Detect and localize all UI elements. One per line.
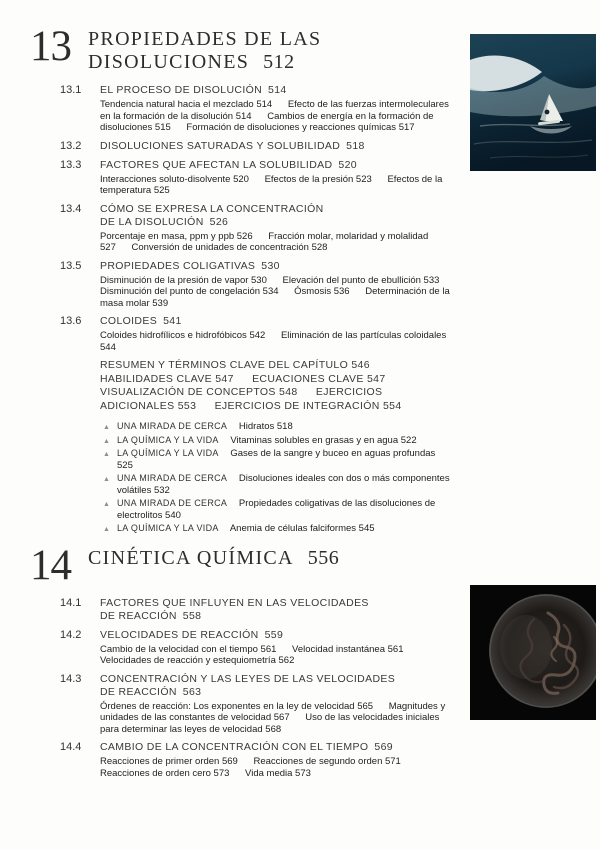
section-page-number: 518	[346, 139, 365, 152]
subtopic-entry: Interacciones soluto-disolvente 520	[100, 173, 249, 185]
subtopic-entry: Conversión de unidades de concentración 528	[131, 242, 328, 253]
subtopic-entry: Efectos de la temperatura 525	[100, 173, 443, 196]
section-title	[100, 741, 430, 754]
subtopic-entry: Porcentaje en masa, ppm y ppb 526	[100, 230, 253, 242]
subtopic-entry: Efectos de la presión 523	[264, 173, 372, 185]
end-matter-entry: HABILIDADES CLAVE 547	[100, 372, 234, 385]
section-subtopics	[100, 756, 458, 779]
section-number: 13.6	[60, 315, 82, 327]
section-number: 13.4	[60, 202, 82, 215]
section-page-number: 563	[182, 685, 202, 698]
subtopic-entry: Disminución de la presión de vapor 530	[100, 274, 267, 286]
chapter-end-matter	[100, 359, 456, 413]
toc-section	[60, 315, 460, 353]
end-matter-entry: EJERCICIOS ADICIONALES 553	[100, 386, 383, 412]
subtopic-entry: Reacciones de segundo orden 571	[253, 756, 401, 767]
section-number: 13.2	[60, 139, 82, 152]
chapter-13-photo-windsurfer	[470, 34, 596, 171]
feature-label: UNA MIRADA DE CERCA	[117, 473, 228, 483]
chapter-13-contents	[60, 84, 460, 535]
section-number: 14.1	[60, 596, 82, 609]
subtopic-entry: Velocidad instantánea 561	[292, 643, 404, 655]
section-number: 14.4	[60, 741, 82, 753]
subtopic-entry: Reacciones de orden cero 573	[100, 767, 230, 779]
feature-label: UNA MIRADA DE CERCA	[117, 498, 228, 508]
section-title-text: VELOCIDADES DE REACCIÓN	[100, 628, 259, 641]
section-title-text: FACTORES QUE AFECTAN LA SOLUBILIDAD	[100, 158, 333, 171]
section-page-number: 514	[268, 84, 287, 96]
section-subtopics	[100, 644, 458, 667]
end-matter-entry: ECUACIONES CLAVE 547	[252, 372, 386, 385]
chapter-page-number: 556	[307, 546, 340, 569]
section-page-number: 559	[264, 628, 284, 641]
subtopic-entry: Velocidades de reacción y estequiometría 562	[100, 655, 295, 666]
chapter-number: 14	[30, 541, 71, 589]
toc-section	[60, 203, 460, 254]
section-subtopics	[100, 231, 458, 254]
subtopic-entry: Uso de las velocidades iniciales para determinar las leyes de velocidad 568	[100, 712, 440, 735]
chapter-title-text: PROPIEDADES DE LAS DISOLUCIONES	[88, 28, 322, 73]
section-title-text: DISOLUCIONES SATURADAS Y SOLUBILIDAD	[100, 139, 341, 152]
section-subtopics	[100, 275, 458, 310]
feature-title: Anemia de células falciformes 545	[229, 523, 375, 534]
section-title-text: EL PROCESO DE DISOLUCIÓN	[100, 84, 263, 96]
section-title-text: COLOIDES	[100, 315, 158, 327]
section-page-number: 569	[374, 741, 393, 753]
toc-section	[60, 673, 460, 736]
feature-label: LA QUÍMICA Y LA VIDA	[117, 448, 219, 458]
subtopic-entry: Coloides hidrofílicos e hidrofóbicos 542	[100, 330, 266, 341]
section-number: 13.5	[60, 259, 82, 272]
toc-section	[60, 140, 460, 153]
end-matter-entry: EJERCICIOS DE INTEGRACIÓN 554	[214, 399, 402, 412]
chapter-14-heading	[30, 541, 600, 589]
section-title-text: CÓMO SE EXPRESA LA CONCENTRACIÓN	[100, 202, 324, 215]
subtopic-entry: Determinación de la masa molar 539	[100, 286, 450, 309]
section-title	[100, 673, 430, 699]
feature-entry	[103, 421, 453, 433]
feature-title: Propiedades coligativas de las disoluciones de electrolitos 540	[117, 498, 436, 521]
feature-entry	[103, 435, 453, 447]
subtopic-entry: Efecto de las fuerzas intermoleculares en la formación de la disolución 514	[100, 99, 449, 122]
section-page-number: 541	[163, 315, 182, 327]
feature-entry	[103, 473, 453, 496]
end-matter-entry: VISUALIZACIÓN DE CONCEPTOS 548	[100, 386, 298, 398]
subtopic-entry: Fracción molar, molaridad y molalidad 527	[100, 230, 429, 253]
subtopic-entry: Órdenes de reacción: Los exponentes en la ley de velocidad 565	[100, 700, 374, 712]
toc-section	[60, 260, 460, 310]
section-title-text-line2: DE LA DISOLUCIÓN	[100, 215, 204, 228]
triangle-icon: ▲	[103, 451, 110, 458]
feature-title: Gases de la sangre y buceo en aguas profundas 525	[117, 448, 436, 471]
section-number: 14.3	[60, 672, 82, 685]
triangle-icon: ▲	[103, 526, 110, 533]
section-subtopics	[100, 701, 458, 736]
section-page-number: 526	[209, 215, 229, 228]
section-title-text: CONCENTRACIÓN Y LAS LEYES DE LAS VELOCIDADES	[100, 672, 396, 685]
toc-section	[60, 159, 460, 197]
subtopic-entry: Magnitudes y unidades de las constantes de velocidad 567	[100, 700, 446, 723]
section-title-text: PROPIEDADES COLIGATIVAS	[100, 259, 256, 272]
section-number: 14.2	[60, 628, 82, 641]
chapter-number: 13	[30, 23, 71, 70]
subtopic-entry: Tendencia natural hacia el mezclado 514	[100, 99, 273, 110]
toc-section	[60, 84, 460, 134]
section-subtopics	[100, 174, 458, 197]
subtopic-entry: Disminución del punto de congelación 534	[100, 286, 279, 297]
section-title-text: FACTORES QUE INFLUYEN EN LAS VELOCIDADES	[100, 596, 369, 609]
triangle-icon: ▲	[103, 437, 110, 445]
toc-section	[60, 629, 460, 667]
feature-label: LA QUÍMICA Y LA VIDA	[117, 434, 219, 445]
section-page-number: 520	[338, 158, 357, 171]
section-title	[100, 597, 430, 623]
feature-title: Hidratos 518	[238, 421, 293, 432]
section-page-number: 558	[182, 609, 202, 622]
section-subtopics	[100, 99, 458, 134]
section-title	[100, 260, 430, 273]
section-title	[100, 315, 430, 328]
feature-entry	[103, 498, 453, 521]
chapter-page-number: 512	[263, 51, 295, 73]
triangle-icon: ▲	[103, 501, 110, 508]
chapter-features	[103, 421, 460, 535]
section-title	[100, 140, 430, 153]
section-title	[100, 629, 430, 642]
triangle-icon: ▲	[103, 424, 110, 431]
section-page-number: 530	[261, 259, 280, 272]
toc-section	[60, 741, 460, 779]
subtopic-entry: Formación de disoluciones y reacciones químicas 517	[186, 122, 415, 133]
section-title	[100, 159, 430, 172]
subtopic-entry: Vida media 573	[245, 767, 311, 779]
section-number: 13.1	[60, 84, 82, 96]
feature-title: Vitaminas solubles en grasas y en agua 522	[230, 434, 417, 446]
toc-section	[60, 597, 460, 623]
chapter-title	[88, 545, 339, 570]
subtopic-entry: Elevación del punto de ebullición 533	[282, 274, 440, 286]
section-number: 13.3	[60, 158, 82, 171]
subtopic-entry: Eliminación de las partículas coloidales 544	[100, 330, 447, 353]
section-title	[100, 203, 430, 229]
subtopic-entry: Cambio de la velocidad con el tiempo 561	[100, 643, 277, 655]
chapter-14-contents	[60, 597, 460, 780]
subtopic-entry: Reacciones de primer orden 569	[100, 756, 238, 767]
feature-entry	[103, 448, 453, 471]
triangle-icon: ▲	[103, 476, 110, 483]
section-title	[100, 84, 430, 97]
feature-label: UNA MIRADA DE CERCA	[117, 421, 228, 431]
feature-entry	[103, 523, 453, 535]
chapter-title-text: CINÉTICA QUÍMICA	[88, 546, 294, 569]
section-subtopics	[100, 330, 458, 353]
section-title-text-line2: DE REACCIÓN	[100, 609, 177, 622]
chapter-14-photo-petri-dish	[470, 585, 596, 720]
end-matter-entry: RESUMEN Y TÉRMINOS CLAVE DEL CAPÍTULO 546	[100, 359, 370, 371]
section-title-text-line2: DE REACCIÓN	[100, 685, 177, 698]
feature-label: LA QUÍMICA Y LA VIDA	[117, 523, 219, 533]
chapter-title	[88, 26, 418, 74]
subtopic-entry: Ósmosis 536	[294, 286, 350, 297]
feature-title: Disoluciones ideales con dos o más componentes volátiles 532	[117, 473, 450, 496]
section-title-text: CAMBIO DE LA CONCENTRACIÓN CON EL TIEMPO	[100, 741, 369, 753]
subtopic-entry: Cambios de energía en la formación de disoluciones 515	[100, 110, 434, 133]
